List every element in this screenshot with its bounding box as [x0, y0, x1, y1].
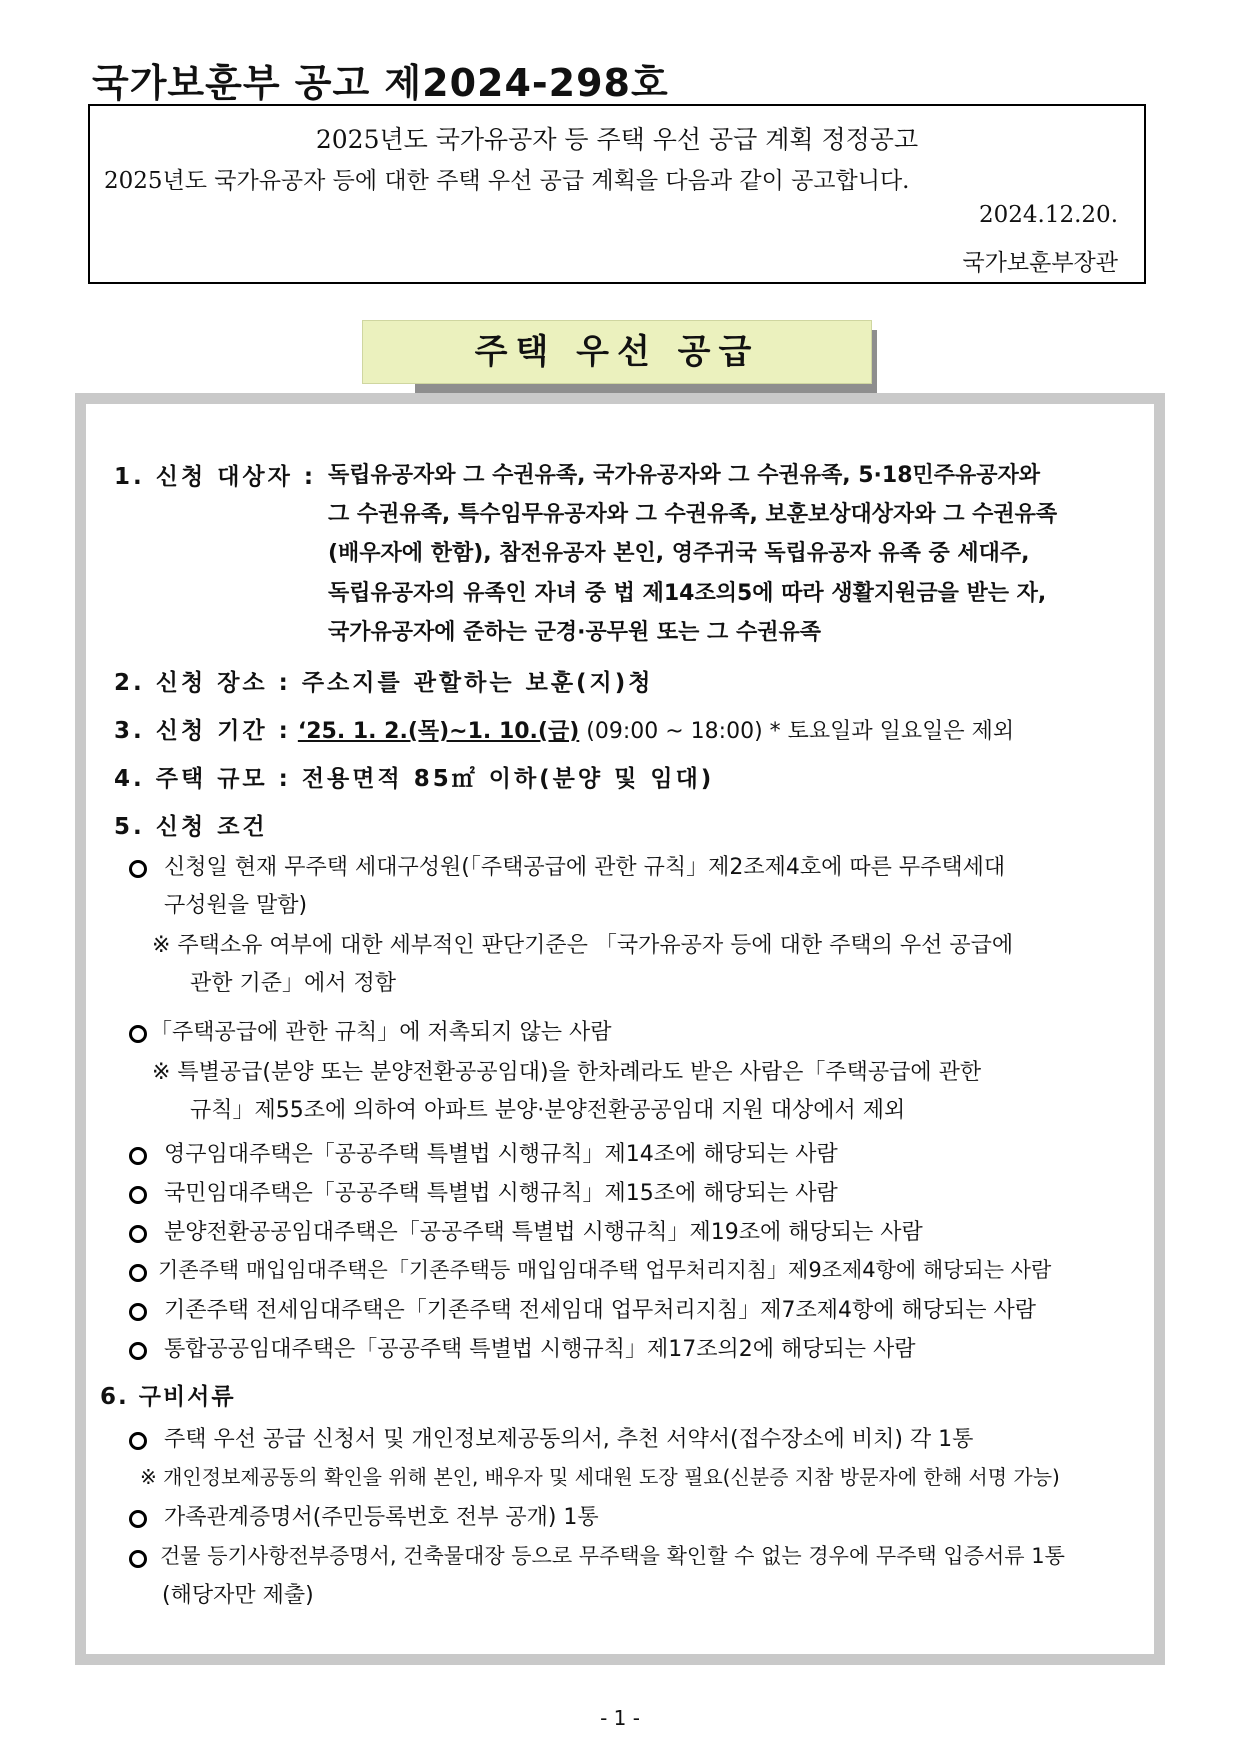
condition-item: 신청일 현재 무주택 세대구성원(「주택공급에 관한 규칙」제2조제4호에 따른 무주택세대: [164, 855, 1006, 880]
document-item-cont: (해당자만 제출): [162, 1583, 314, 1608]
target-label: 1. 신청 대상자 :: [114, 464, 317, 490]
period-time: (09:00 ~ 18:00) * 토요일과 일요일은 제외: [586, 719, 1015, 744]
circle-bullet-icon: [129, 860, 147, 878]
target-line: 독립유공자와 그 수권유족, 국가유공자와 그 수권유족, 5·18민주유공자와: [328, 463, 1041, 488]
circle-bullet-icon: [129, 1550, 147, 1568]
condition-item: 국민임대주택은「공공주택 특별법 시행규칙」제15조에 해당되는 사람: [164, 1181, 838, 1206]
condition-note-cont: 규칙」제55조에 의하여 아파트 분양·분양전환공공임대 지원 대상에서 제외: [190, 1098, 906, 1123]
application-place: 2. 신청 장소 : 주소지를 관할하는 보훈(지)청: [114, 670, 654, 696]
target-line: 국가유공자에 준하는 군경·공무원 또는 그 수권유족: [328, 620, 821, 645]
target-line: (배우자에 한함), 참전유공자 본인, 영주귀국 독립유공자 유족 중 세대주,: [328, 541, 1030, 566]
condition-note: ※ 주택소유 여부에 대한 세부적인 판단기준은 「국가유공자 등에 대한 주택의 우선 공급에: [152, 933, 1014, 958]
condition-note-cont: 관한 기준」에서 정함: [190, 971, 397, 996]
circle-bullet-icon: [129, 1510, 147, 1528]
announcement-title: 2025년도 국가유공자 등 주택 우선 공급 계획 정정공고: [315, 125, 919, 154]
document-note: ※ 개인정보제공동의 확인을 위해 본인, 배우자 및 세대원 도장 필요(신분증 지참 방문자에 한해 서명 가능): [140, 1465, 1060, 1489]
condition-item: 통합공공임대주택은「공공주택 특별법 시행규칙」제17조의2에 해당되는 사람: [164, 1337, 916, 1362]
condition-item: 「주택공급에 관한 규칙」에 저촉되지 않는 사람: [150, 1020, 612, 1045]
condition-item: 기존주택 전세임대주택은「기존주택 전세임대 업무처리지침」제7조제4항에 해당되는 사람: [164, 1298, 1037, 1323]
target-line: 독립유공자의 유족인 자녀 중 법 제14조의5에 따라 생활지원금을 받는 자,: [328, 581, 1047, 606]
circle-bullet-icon: [129, 1225, 147, 1243]
announcement-body: 2025년도 국가유공자 등에 대한 주택 우선 공급 계획을 다음과 같이 공고합니다.: [104, 168, 910, 194]
document-item: 주택 우선 공급 신청서 및 개인정보제공동의서, 추천 서약서(접수장소에 비치) 각 1통: [164, 1427, 974, 1452]
conditions-label: 5. 신청 조건: [114, 814, 268, 840]
notice-number: 국가보훈부 공고 제2024-298호: [92, 61, 669, 105]
announcement-date: 2024.12.20.: [979, 202, 1118, 228]
condition-item: 영구임대주택은「공공주택 특별법 시행규칙」제14조에 해당되는 사람: [164, 1142, 838, 1167]
section-title: 주택 우선 공급: [362, 320, 872, 384]
circle-bullet-icon: [129, 1303, 147, 1321]
condition-item: 분양전환공공임대주택은「공공주택 특별법 시행규칙」제19조에 해당되는 사람: [164, 1220, 923, 1245]
circle-bullet-icon: [129, 1025, 147, 1043]
condition-item-cont: 구성원을 말함): [164, 893, 308, 918]
page-number: - 1 -: [600, 1706, 640, 1730]
document-item: 건물 등기사항전부증명서, 건축물대장 등으로 무주택을 확인할 수 없는 경우에 무주택 입증서류 1통: [160, 1544, 1065, 1568]
documents-label: 6. 구비서류: [100, 1384, 236, 1410]
circle-bullet-icon: [129, 1264, 147, 1282]
condition-item: 기존주택 매입임대주택은「기존주택등 매입임대주택 업무처리지침」제9조제4항에 해당되는 사람: [158, 1258, 1052, 1282]
circle-bullet-icon: [129, 1186, 147, 1204]
period-date: ‘25. 1. 2.(목)~1. 10.(금): [297, 719, 580, 744]
housing-scale: 4. 주택 규모 : 전용면적 85㎡ 이하(분양 및 임대): [114, 766, 715, 792]
circle-bullet-icon: [129, 1432, 147, 1450]
period-label: 3. 신청 기간 :: [114, 718, 291, 744]
circle-bullet-icon: [129, 1147, 147, 1165]
application-period: [114, 712, 1014, 745]
announcement-signer: 국가보훈부장관: [962, 250, 1118, 276]
circle-bullet-icon: [129, 1342, 147, 1360]
condition-note: ※ 특별공급(분양 또는 분양전환공공임대)을 한차례라도 받은 사람은「주택공급에 관한: [152, 1060, 982, 1085]
document-item: 가족관계증명서(주민등록번호 전부 공개) 1통: [164, 1505, 599, 1530]
announcement-header-box: [88, 104, 1146, 284]
target-line: 그 수권유족, 특수임무유공자와 그 수권유족, 보훈보상대상자와 그 수권유족: [328, 502, 1058, 527]
